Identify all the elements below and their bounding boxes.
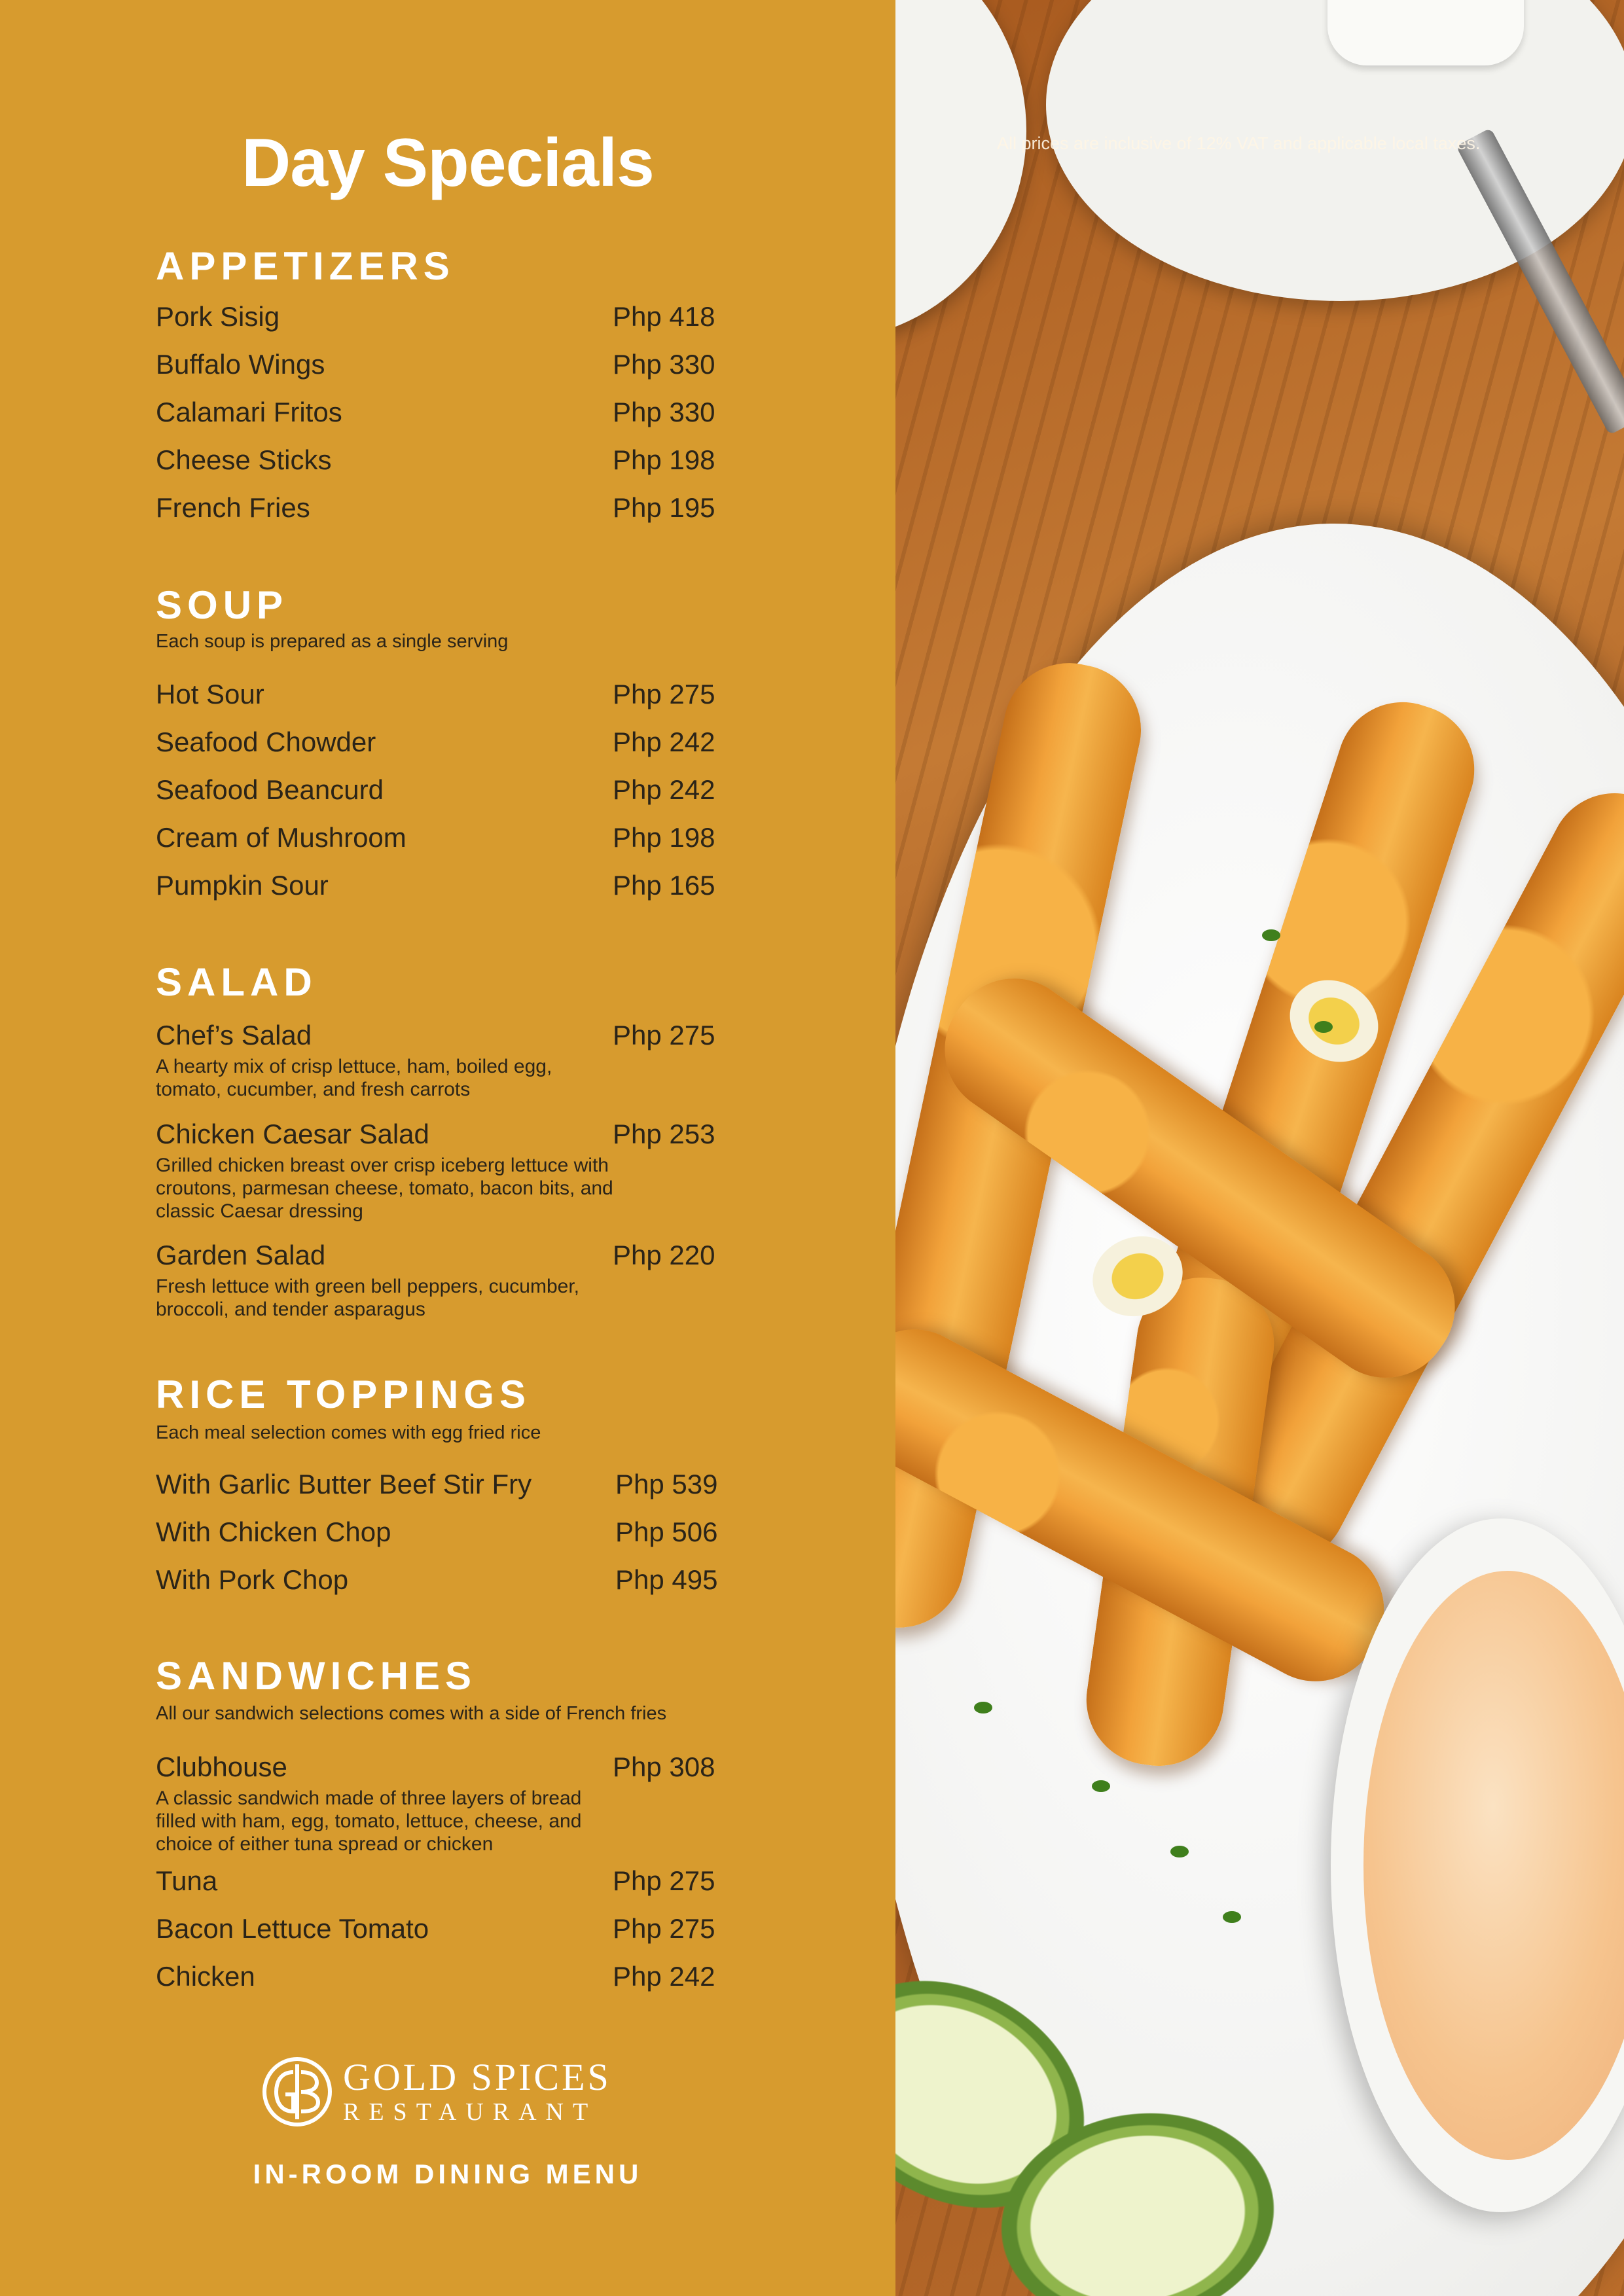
menu-item-name: Buffalo Wings [156, 349, 325, 380]
menu-item-name: Seafood Chowder [156, 726, 376, 757]
food-photo [895, 0, 1624, 2296]
salad-heading: SALAD [156, 960, 317, 1004]
menu-item-name: Hot Sour [156, 679, 264, 709]
parsley-shape [1092, 1780, 1110, 1792]
menu-item-name: Pork Sisig [156, 301, 280, 332]
sandwiches-note: All our sandwich selections comes with a side of French fries [156, 1703, 667, 1724]
menu-item-price: Php 242 [613, 774, 715, 805]
menu-item-name: With Chicken Chop [156, 1516, 391, 1547]
menu-item-price: Php 275 [613, 1020, 715, 1050]
appetizers-heading: APPETIZERS [156, 244, 455, 288]
page-title: Day Specials [242, 125, 654, 201]
vat-note: All prices are inclusive of 12% VAT and applicable local taxes. [997, 134, 1481, 153]
rice-toppings-heading: RICE TOPPINGS [156, 1372, 531, 1416]
menu-item-price: Php 308 [613, 1751, 715, 1782]
menu-item-price: Php 418 [613, 301, 715, 332]
brand-subtitle: RESTAURANT [343, 2098, 598, 2126]
menu-item-name: Clubhouse [156, 1751, 287, 1782]
menu-item-price: Php 253 [613, 1119, 715, 1149]
menu-item-name: Chicken Caesar Salad [156, 1119, 429, 1149]
menu-item-name: Bacon Lettuce Tomato [156, 1913, 429, 1944]
sandwiches-heading: SANDWICHES [156, 1654, 477, 1698]
menu-item-name: Seafood Beancurd [156, 774, 384, 805]
brand-name: GOLD SPICES [343, 2056, 611, 2098]
gs-monogram-icon [261, 2055, 334, 2128]
soup-note: Each soup is prepared as a single serving [156, 631, 509, 652]
menu-item-name: With Garlic Butter Beef Stir Fry [156, 1469, 532, 1499]
ramekin-shape [1327, 0, 1524, 65]
parsley-shape [1223, 1911, 1241, 1923]
soup-heading: SOUP [156, 583, 289, 627]
menu-item-name: Cheese Sticks [156, 444, 332, 475]
menu-item-description: A hearty mix of crisp lettuce, ham, boiled egg, tomato, cucumber, and fresh carrots [156, 1056, 552, 1100]
menu-item-price: Php 195 [613, 492, 715, 523]
menu-item-price: Php 330 [613, 397, 715, 427]
menu-item-price: Php 330 [613, 349, 715, 380]
menu-item-name: Pumpkin Sour [156, 870, 329, 901]
menu-item-name: Tuna [156, 1865, 218, 1896]
menu-item-name: With Pork Chop [156, 1564, 349, 1595]
menu-footer: IN-ROOM DINING MENU [253, 2159, 643, 2189]
menu-item-description: Grilled chicken breast over crisp iceberg lettuce with croutons, parmesan cheese, tomato, bacon bits, and classic Caesar dressing [156, 1155, 613, 1222]
menu-item-name: Chef’s Salad [156, 1020, 312, 1050]
menu-item-price: Php 539 [615, 1469, 718, 1499]
menu-item-price: Php 198 [613, 822, 715, 853]
menu-item-name: French Fries [156, 492, 310, 523]
menu-item-price: Php 275 [613, 1865, 715, 1896]
menu-item-name: Cream of Mushroom [156, 822, 406, 853]
menu-item-description: A classic sandwich made of three layers of bread filled with ham, egg, tomato, lettuce, cheese, and choice of either tuna spread or chicken [156, 1787, 582, 1855]
parsley-shape [1262, 929, 1280, 941]
menu-item-price: Php 220 [613, 1240, 715, 1270]
menu-item-price: Php 242 [613, 1961, 715, 1992]
parsley-shape [1314, 1021, 1333, 1033]
menu-item-price: Php 275 [613, 679, 715, 709]
menu-item-name: Chicken [156, 1961, 255, 1992]
menu-item-name: Garden Salad [156, 1240, 326, 1270]
menu-item-price: Php 275 [613, 1913, 715, 1944]
menu-item-price: Php 495 [615, 1564, 718, 1595]
menu-item-price: Php 242 [613, 726, 715, 757]
bowl-shape [895, 0, 1026, 340]
menu-item-price: Php 198 [613, 444, 715, 475]
menu-item-price: Php 506 [615, 1516, 718, 1547]
parsley-shape [974, 1702, 992, 1713]
menu-item-description: Fresh lettuce with green bell peppers, cucumber, broccoli, and tender asparagus [156, 1276, 580, 1320]
rice-toppings-note: Each meal selection comes with egg fried rice [156, 1422, 541, 1443]
menu-item-price: Php 165 [613, 870, 715, 901]
menu-item-name: Calamari Fritos [156, 397, 342, 427]
parsley-shape [1170, 1846, 1189, 1857]
